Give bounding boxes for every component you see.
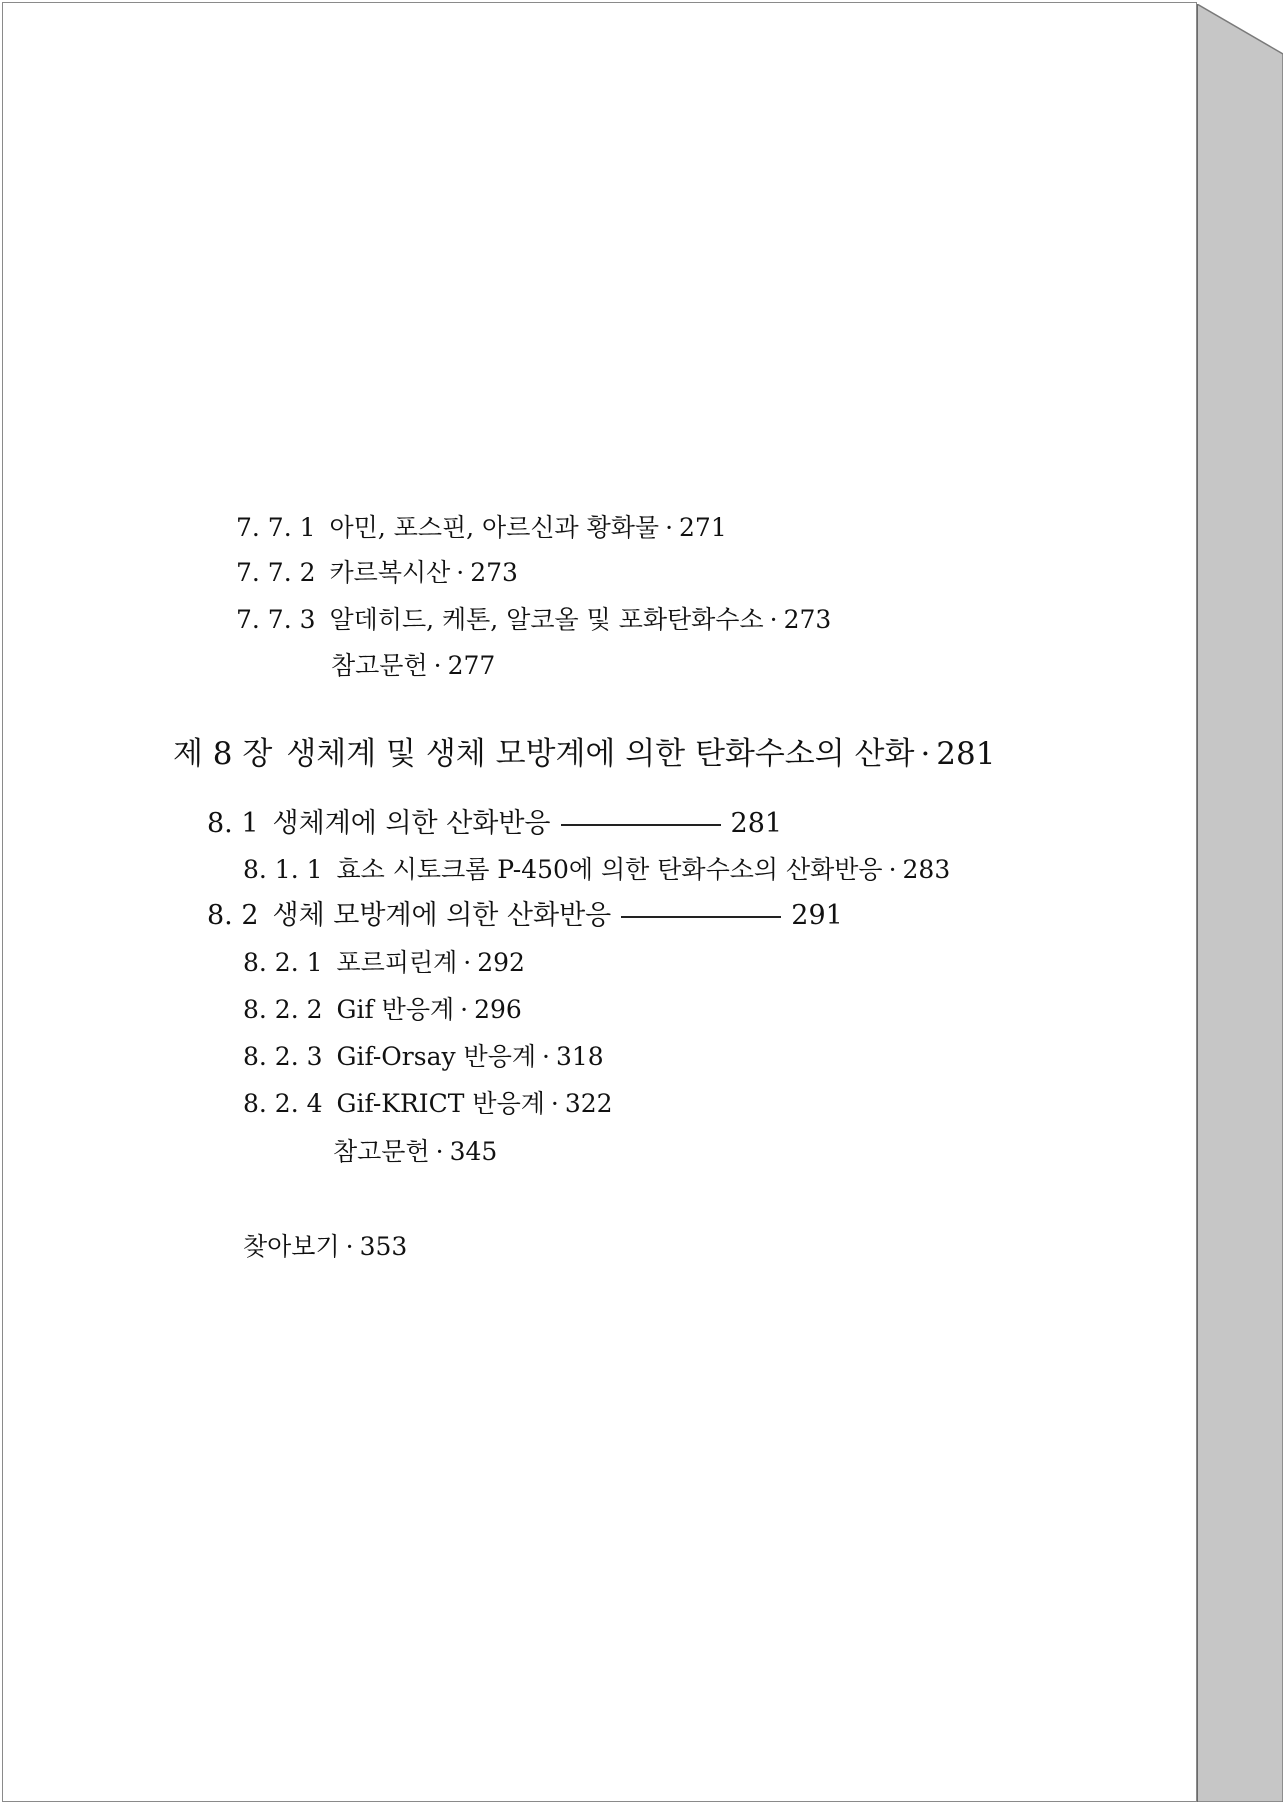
- toc-entry-8-2-4[interactable]: [243, 1091, 613, 1116]
- separator-dot: ·: [435, 1137, 444, 1166]
- section-title: 카르복시산: [329, 558, 451, 587]
- index-title: 찾아보기: [243, 1232, 340, 1261]
- page-number: 283: [902, 855, 951, 884]
- toc-section-8-2[interactable]: [207, 902, 843, 929]
- book-spine: [1197, 4, 1283, 1802]
- page-number: 322: [564, 1089, 613, 1118]
- toc-entry-8-1-1[interactable]: [243, 857, 950, 882]
- page-number: 273: [470, 558, 518, 587]
- page-number: 273: [783, 605, 832, 634]
- page-number: 281: [936, 736, 996, 772]
- toc-entry-7-7-1[interactable]: [236, 515, 727, 540]
- page-number: 281: [730, 808, 783, 839]
- section-number: 8. 2. 1: [243, 948, 323, 977]
- separator-dot: ·: [888, 855, 897, 884]
- separator-dot: ·: [456, 558, 465, 587]
- references-title: 참고문헌: [333, 1137, 430, 1166]
- toc-entry-7-7-3[interactable]: [236, 607, 831, 632]
- section-title: 아민, 포스핀, 아르신과 황화물: [329, 513, 660, 542]
- chapter-label: 제 8 장: [173, 736, 273, 772]
- section-number: 7. 7. 1: [236, 513, 316, 542]
- toc-section-8-1[interactable]: [207, 810, 782, 837]
- references-title: 참고문헌: [331, 651, 428, 680]
- toc-entry-references-8[interactable]: [333, 1139, 497, 1164]
- section-title: 생체 모방계에 의한 산화반응: [272, 900, 612, 931]
- section-number: 8. 2. 3: [243, 1042, 323, 1071]
- table-of-contents: [3, 3, 1198, 1803]
- separator-dot: ·: [433, 651, 442, 680]
- section-title: 알데히드, 케톤, 알코올 및 포화탄화수소: [329, 605, 764, 634]
- separator-dot: ·: [550, 1089, 559, 1118]
- toc-entry-8-2-1[interactable]: [243, 950, 525, 975]
- page-number: 292: [477, 948, 525, 977]
- page-number: 318: [555, 1042, 604, 1071]
- section-title: 효소 시토크롬 P-450에 의한 탄화수소의 산화반응: [336, 855, 883, 884]
- page-number: 277: [447, 651, 496, 680]
- separator-dot: ·: [463, 948, 472, 977]
- separator-dot: ·: [542, 1042, 550, 1071]
- page-number: 291: [791, 900, 843, 931]
- section-number: 8. 1. 1: [243, 855, 323, 884]
- section-number: 7. 7. 3: [236, 605, 316, 634]
- toc-chapter-8[interactable]: [173, 736, 996, 772]
- separator-dot: ·: [345, 1232, 354, 1261]
- section-number: 8. 2. 2: [243, 995, 323, 1024]
- leader-line: [561, 824, 721, 826]
- section-number: 8. 2: [207, 900, 259, 931]
- leader-line: [621, 916, 781, 918]
- section-number: 8. 2. 4: [243, 1089, 323, 1118]
- toc-page: [2, 2, 1197, 1802]
- section-number: 8. 1: [207, 808, 259, 839]
- page-number: 271: [679, 513, 727, 542]
- page-number: 353: [359, 1232, 408, 1261]
- section-title: 생체계에 의한 산화반응: [272, 808, 551, 839]
- section-title: 포르피린계: [336, 948, 458, 977]
- toc-entry-8-2-2[interactable]: [243, 997, 522, 1022]
- section-title: Gif 반응계: [336, 995, 455, 1024]
- page-number: 296: [474, 995, 522, 1024]
- separator-dot: ·: [460, 995, 469, 1024]
- separator-dot: ·: [665, 513, 674, 542]
- separator-dot: ·: [920, 736, 931, 772]
- chapter-title: 생체계 및 생체 모방계에 의한 탄화수소의 산화: [286, 736, 915, 772]
- toc-entry-7-7-2[interactable]: [236, 560, 518, 585]
- page-number: 345: [449, 1137, 498, 1166]
- toc-entry-references-7[interactable]: [331, 653, 495, 678]
- section-title: Gif-KRICT 반응계: [336, 1089, 545, 1118]
- section-title: Gif-Orsay 반응계: [336, 1042, 536, 1071]
- toc-entry-index[interactable]: [243, 1234, 407, 1259]
- toc-entry-8-2-3[interactable]: [243, 1044, 604, 1069]
- separator-dot: ·: [769, 605, 778, 634]
- section-number: 7. 7. 2: [236, 558, 316, 587]
